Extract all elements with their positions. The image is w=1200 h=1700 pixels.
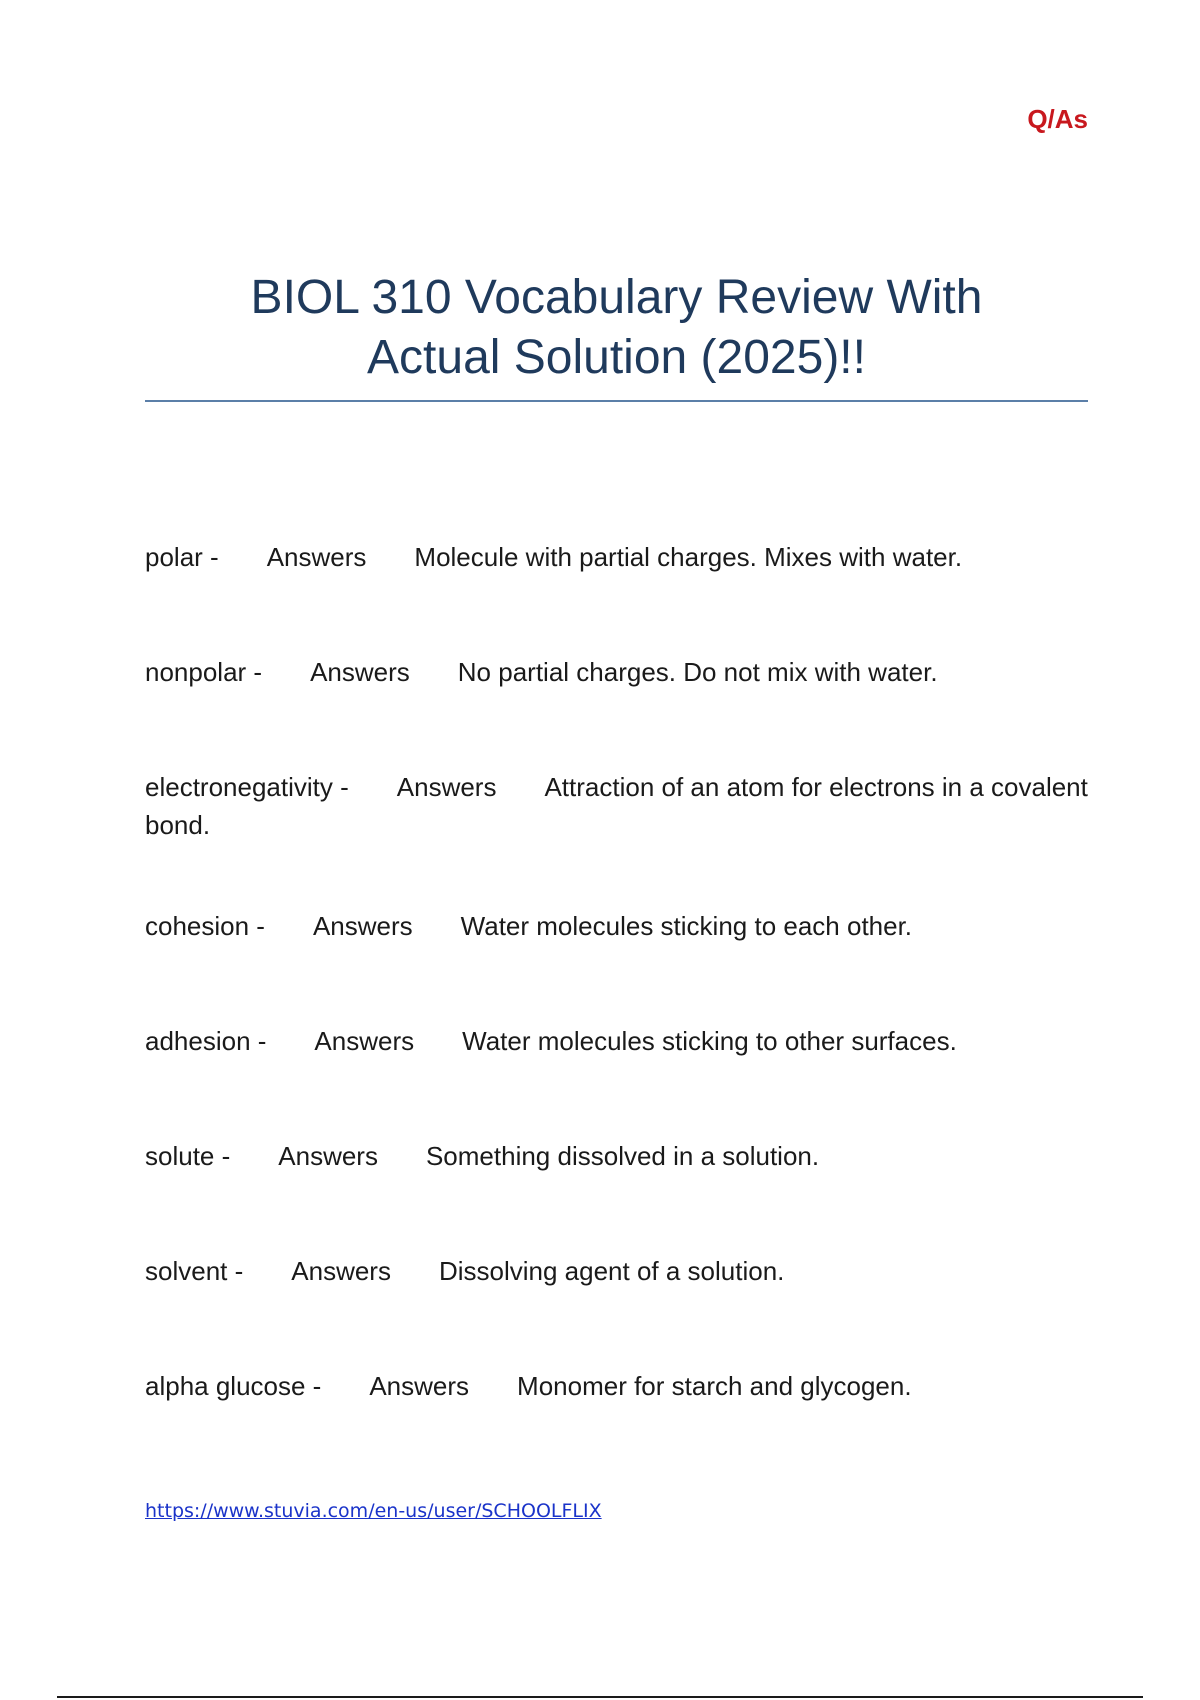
entry-definition: Monomer for starch and glycogen. [517,1371,912,1401]
entry-answers-label: Answers [291,1256,391,1286]
title-line-1: BIOL 310 Vocabulary Review With [250,271,983,324]
title-line-2: Actual Solution (2025)!! [367,331,866,384]
vocabulary-list [145,538,1088,1482]
entry-answers-label: Answers [314,1026,415,1056]
entry-definition: No partial charges. Do not mix with water. [457,657,938,687]
entry-term: nonpolar - [145,657,263,687]
entry-answers-label: Answers [396,772,497,802]
entry-term: solute - [145,1141,231,1171]
entry-term: polar - [145,542,219,572]
entry-answers-label: Answers [310,657,410,687]
entry-definition: Molecule with partial charges. Mixes with water. [414,542,963,572]
entry-term: alpha glucose - [145,1371,322,1401]
list-item [145,768,1088,844]
entry-answers-label: Answers [312,911,413,941]
list-item [145,1367,1088,1405]
title-block [145,268,1088,402]
entry-definition: Water molecules sticking to each other. [460,911,913,941]
entry-definition: Dissolving agent of a solution. [438,1256,785,1286]
list-item [145,1252,1088,1290]
entry-term: cohesion - [145,911,265,941]
footer-divider [57,1696,1143,1698]
qas-tag: Q/As [1027,104,1088,134]
entry-definition: Attraction of an atom for electrons in a covalent bond. [145,772,1088,840]
entry-term: solvent - [145,1256,244,1286]
entry-definition: Something dissolved in a solution. [425,1141,820,1171]
entry-answers-label: Answers [278,1141,378,1171]
entry-term: electronegativity - [145,772,349,802]
list-item [145,538,1088,576]
stuvia-profile-link[interactable]: https://www.stuvia.com/en-us/user/SCHOOLFLIX [145,1500,602,1522]
entry-definition: Water molecules sticking to other surfaces. [462,1026,957,1056]
list-item [145,907,1088,945]
entry-answers-label: Answers [369,1371,470,1401]
page-title [145,268,1088,388]
list-item [145,1022,1088,1060]
entry-answers-label: Answers [266,542,367,572]
list-item [145,1137,1088,1175]
list-item [145,653,1088,691]
entry-term: adhesion - [145,1026,267,1056]
